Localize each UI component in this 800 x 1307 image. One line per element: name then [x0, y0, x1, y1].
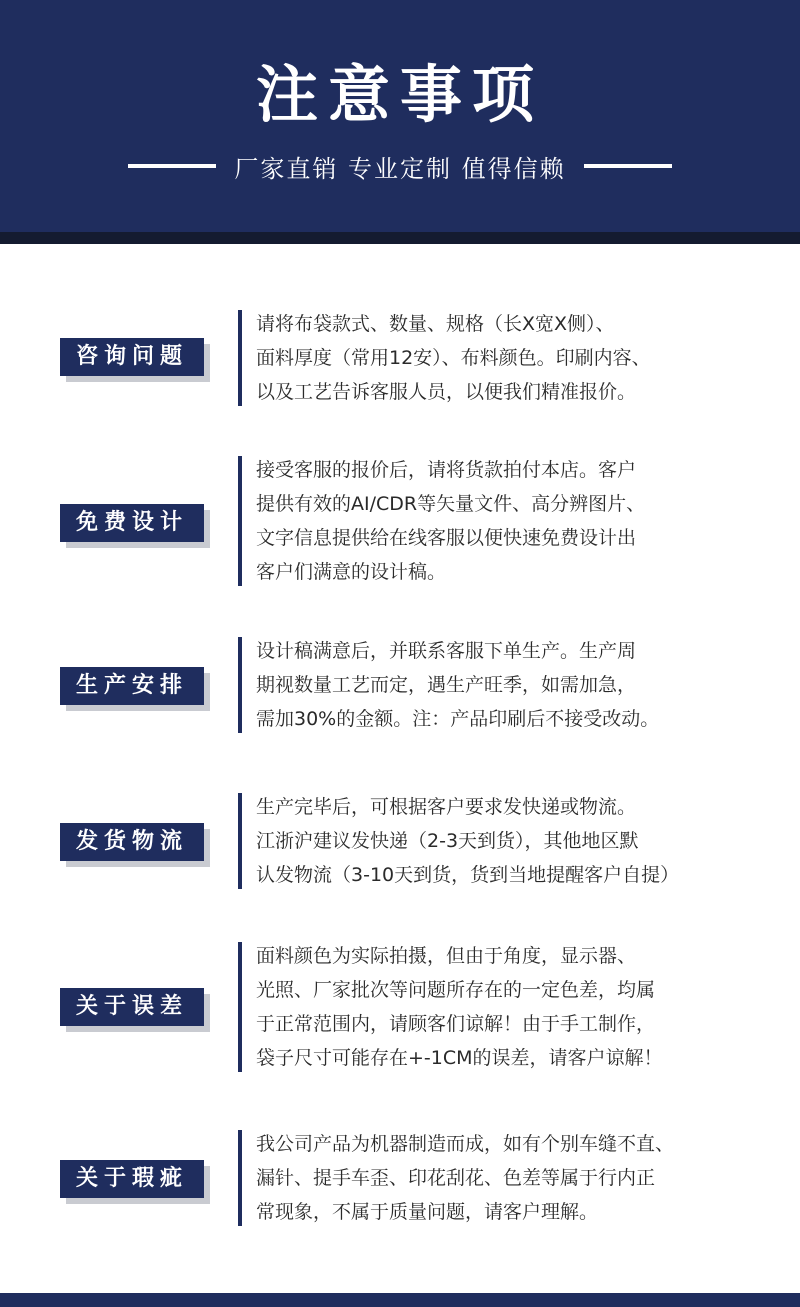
section-label: 生产安排 — [60, 667, 204, 705]
section-label: 咨询问题 — [60, 338, 204, 376]
section-label-box — [60, 1160, 210, 1204]
section-label-box — [60, 988, 210, 1032]
section-label: 免费设计 — [60, 504, 204, 542]
body-line: 袋子尺寸可能存在+-1CM的误差，请客户谅解！ — [256, 1047, 663, 1069]
body-line: 请将布袋款式、数量、规格（长X宽X侧）、 — [256, 313, 615, 335]
body-line: 面料颜色为实际拍摄，但由于角度，显示器、 — [256, 945, 637, 967]
section-divider-bar — [238, 942, 242, 1072]
section-body — [256, 634, 786, 736]
body-line: 文字信息提供给在线客服以便快速免费设计出 — [256, 527, 637, 549]
body-line: 光照、厂家批次等问题所存在的一定色差，均属 — [256, 979, 656, 1001]
section-production — [0, 637, 800, 733]
body-line: 江浙沪建议发快递（2-3天到货），其他地区默 — [256, 830, 639, 852]
section-divider-bar — [238, 793, 242, 889]
body-line: 常现象，不属于质量问题，请客户理解。 — [256, 1201, 599, 1223]
body-line: 设计稿满意后，并联系客服下单生产。生产周 — [256, 640, 637, 662]
section-body — [256, 1127, 786, 1229]
body-line: 生产完毕后，可根据客户要求发快递或物流。 — [256, 796, 637, 818]
subtitle-left-rule — [128, 164, 216, 168]
section-body — [256, 453, 786, 589]
section-divider-bar — [238, 310, 242, 406]
body-line: 期视数量工艺而定，遇生产旺季，如需加急， — [256, 674, 637, 696]
section-defects — [0, 1130, 800, 1226]
body-line: 需加30%的金额。注：产品印刷后不接受改动。 — [256, 708, 660, 730]
body-line: 于正常范围内，请顾客们谅解！由于手工制作， — [256, 1013, 656, 1035]
section-body — [256, 939, 786, 1075]
body-line: 我公司产品为机器制造而成，如有个别车缝不直、 — [256, 1133, 675, 1155]
body-line: 认发物流（3-10天到货，货到当地提醒客户自提） — [256, 864, 680, 886]
footer-bar — [0, 1293, 800, 1307]
page-subtitle: 厂家直销 专业定制 值得信赖 — [234, 154, 566, 183]
body-line: 接受客服的报价后，请将货款拍付本店。客户 — [256, 459, 637, 481]
body-line: 客户们满意的设计稿。 — [256, 561, 447, 583]
section-label: 关于误差 — [60, 988, 204, 1026]
section-divider-bar — [238, 637, 242, 733]
body-line: 面料厚度（常用12安）、布料颜色。印刷内容、 — [256, 347, 651, 369]
page-title: 注意事项 — [255, 58, 544, 131]
section-divider-bar — [238, 1130, 242, 1226]
section-label-box — [60, 338, 210, 382]
body-line: 以及工艺告诉客服人员，以便我们精准报价。 — [256, 381, 637, 403]
section-label: 关于瑕疵 — [60, 1160, 204, 1198]
section-label-box — [60, 823, 210, 867]
header-shadow-band — [0, 232, 800, 244]
section-label-box — [60, 667, 210, 711]
section-tolerance — [0, 942, 800, 1072]
section-free-design — [0, 456, 800, 586]
section-body — [256, 307, 786, 409]
section-consult — [0, 310, 800, 406]
body-line: 漏针、提手车歪、印花刮花、色差等属于行内正 — [256, 1167, 656, 1189]
subtitle-right-rule — [584, 164, 672, 168]
section-label-box — [60, 504, 210, 548]
subtitle-row — [0, 146, 800, 186]
section-label: 发货物流 — [60, 823, 204, 861]
section-shipping — [0, 793, 800, 889]
section-body — [256, 790, 786, 892]
section-divider-bar — [238, 456, 242, 586]
body-line: 提供有效的AI/CDR等矢量文件、高分辨图片、 — [256, 493, 646, 515]
